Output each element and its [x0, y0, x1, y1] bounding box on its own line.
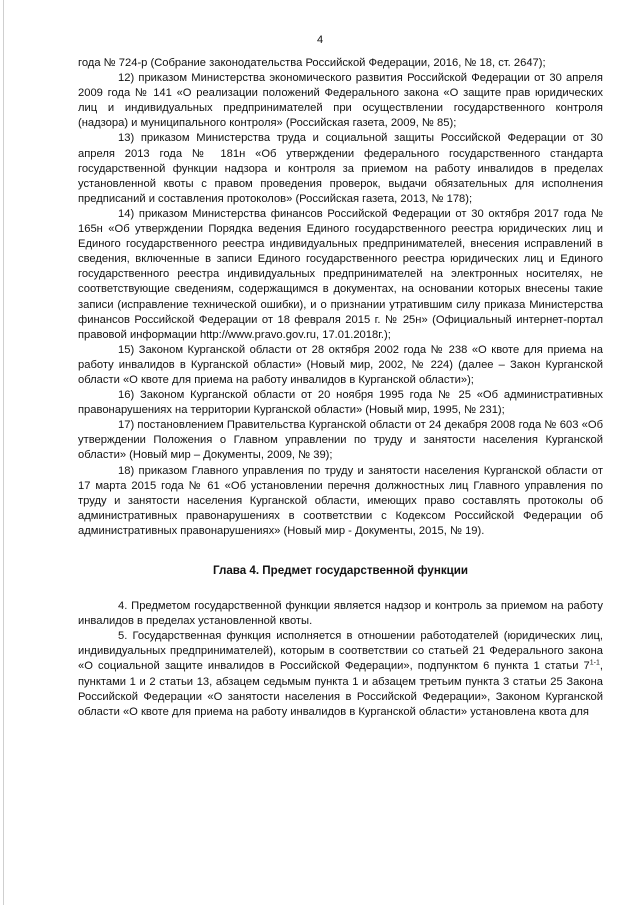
paragraph-5-text-end: , пунктами 1 и 2 статьи 13, абзацем седьмым пункта 1 и абзацем третьим пункта 3 статьи 25 Закона Российской Федерации «О занятости населения в Российской Федерации», Законом Курганской области «О квоте для приема на работу инвалидов в Курганской области» установлена квота для: [78, 660, 603, 718]
chapter-heading: Глава 4. Предмет государственной функции: [212, 564, 469, 577]
list-item-18: 18) приказом Главного управления по труду и занятости населения Курганской области от 17 марта 2015 года № 61 «Об установлении перечня должностных лиц Главного управления по труду и занятости населения Курганской области, имеющих право составлять протоколы об административных правонарушениях в соответствии с Кодексом Российской Федерации об административных правонарушениях» (Новый мир - Документы, 2015, № 19).: [78, 464, 603, 537]
paragraph-5-text-start: 5. Государственная функция исполняется в отношении работодателей (юридических лиц, индивидуальных предпринимателей), которым в соответствии со статьей 21 Федерального закона «О социальной защите инвалидов в Российской Федерации», подпунктом 6 пункта 1 статьи 7: [78, 630, 603, 673]
superscript: 1-1: [589, 659, 600, 667]
list-item-15: 15) Законом Курганской области от 28 октября 2002 года № 238 «О квоте для приема на работу инвалидов в Курганской области» (Новый мир, 2002, № 224) (далее – Закон Курганской области «О квоте для приема на работу инвалидов в Курганской области»);: [78, 343, 603, 386]
list-item-14: 14) приказом Министерства финансов Российской Федерации от 30 октября 2017 года № 165н «Об утверждении Порядка ведения Единого государственного реестра юридических лиц и Единого государственного реестра индивидуальных предпринимателей, внесения исправлений в сведения, включенные в записи Единого государственного реестра юридических лиц и Единого государственного реестра индивидуальных предпринимателей на электронных носителях, не соответствующие сведениям, содержащимся в документах, на основании которых внесены такие записи (исправление технической ошибки), и о признании утратившим силу приказа Министерства финансов Российской Федерации от 18 февраля 2015 г. № 25н» (Официальный интернет-портал правовой информации http://www.pravo.gov.ru, 17.01.2018г.);: [78, 207, 603, 341]
list-item-12: 12) приказом Министерства экономического развития Российской Федерации от 30 апреля 2009 года № 141 «О реализации положений Федерального закона «О защите прав юридических лиц и индивидуальных предпринимателей при осуществлении государственного контроля (надзора) и муниципального контроля» (Российская газета, 2009, № 85);: [78, 72, 603, 130]
paragraph-5: [78, 629, 603, 720]
list-item-13: 13) приказом Министерства труда и социальной защиты Российской Федерации от 30 апреля 2013 года № 181н «Об утверждении федерального государственного стандарта государственной функции надзора и контроля за приемом на работу инвалидов в пределах установленной квоты с правом проведения проверок, выдачи обязательных для исполнения предписаний и составления протоколов» (Российская газета, 2013, № 178);: [78, 132, 603, 205]
list-item-16: 16) Законом Курганской области от 20 ноября 1995 года № 25 «Об административных правонарушениях на территории Курганской области» (Новый мир, 1995, № 231);: [78, 389, 603, 417]
page-number: 4: [316, 34, 324, 46]
scan-edge: [3, 0, 4, 905]
document-body: [78, 56, 603, 720]
list-item-17: 17) постановлением Правительства Курганской области от 24 декабря 2008 года № 603 «Об утверждении Положения о Главном управлении по труду и занятости населения Курганской области» (Новый мир – Документы, 2009, № 39);: [78, 419, 603, 462]
paragraph-4: 4. Предметом государственной функции является надзор и контроль за приемом на работу инвалидов в пределах установленной квоты.: [78, 600, 603, 628]
paragraph-continuation: года № 724-р (Собрание законодательства Российской Федерации, 2016, № 18, ст. 2647);: [78, 57, 546, 69]
